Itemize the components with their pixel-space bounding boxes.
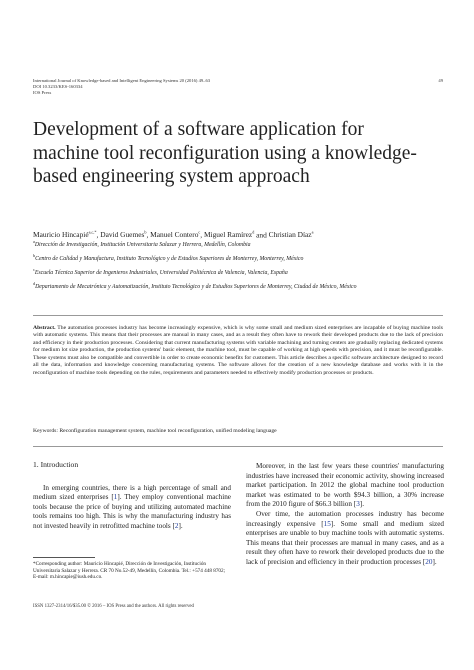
abstract <box>33 325 443 377</box>
author: Christian Díaz$^a$ <box>268 230 314 240</box>
keywords: Keywords: Reconfiguration management system, machine tool reconfiguration, unified modeling language <box>33 428 277 434</box>
page-footer: ISSN 1327-2314/16/$35.00 © 2016 – IOS Press and the authors. All rights reserved <box>33 604 194 609</box>
affiliation: $^c$Escuela Técnica Superior de Ingenieros Industriales, Universidad Politécnica de Valencia, Valencia, España <box>33 267 288 277</box>
citation-link[interactable]: 20 <box>425 557 433 566</box>
left-column <box>33 460 231 532</box>
affiliation: $^d$Departamento de Mecatrónica y Automatización, Instituto Tecnológico y de Estudios Superiores de Monterrey, Ciudad de México, México <box>33 281 357 291</box>
footnote: *Corresponding author: Mauricio Hincapié, Dirección de Investigación, Institución Universitaria Salazar y Herrera. CR 70 No.52-49, Medellín, Colombia. Tel.: +574 448 8702; E-mail: m.hincapie@iush.edu.co. <box>33 561 226 581</box>
right-column <box>246 462 444 568</box>
citation-link[interactable]: 1 <box>113 493 118 502</box>
citation-link[interactable]: 2 <box>174 521 179 530</box>
paragraph: Moreover, in the last few years these countries' manufacturing industries have increased their economic activity, showing increased market participation. In 2012 the global machine tool production market was estimated to be worth $94.3 billion, a 30% increase from the 2010 figure of $66.3 billion [3]. <box>246 462 444 509</box>
author-list: Mauricio Hincapié$^{a,c,*}$, David Guemes$^b$, Manuel Contero$^c$, Miguel Ramírez$^d$ and Christian Díaz$^a$ <box>33 230 314 240</box>
author: Miguel Ramírez$^d$ <box>203 230 255 240</box>
author: David Guemes$^b$ <box>100 230 147 240</box>
abstract-text: The automation processes industry has become increasingly expensive, which is why some small and medium sized enterprises are incapable of buying machine tools with automatic systems. This means that their processes are manual in many cases, and as a result they often have to rework their developed products due to the lack of precision and efficiency in their production processes. Considering that current manufacturing systems with variable machining and turning centers are gradually replacing dedicated systems for medium lot size production, the production systems' basic element, the machine tool, must be capable of working at high speeds with precision, and it must be reconfigurable. These systems must also be compatible and convertible in order to create economic benefits for customers. This article describes a specific software architecture designed to record all the data, information and knowledge concerning manufacturing systems. The software allows for the creation of a new knowledge database and works with it in the reconfiguration of machine tools depending on the rules, requirements and parameters needed to effectively modify production processes or products. <box>33 325 443 376</box>
divider <box>33 315 443 316</box>
abstract-label: Abstract. <box>33 325 56 331</box>
publisher: IOS Press <box>33 90 52 96</box>
affiliation: $^a$Dirección de Investigación, Institución Universitaria Salazar y Herrera, Medellín, Colombia <box>33 239 251 248</box>
paper-title: Development of a software application for machine tool reconfiguration using a knowledge-based engineering system approach <box>33 119 417 187</box>
citation-link[interactable]: 3 <box>356 500 360 509</box>
journal-header <box>33 78 443 97</box>
divider <box>33 446 443 447</box>
journal-line: International Journal of Knowledge-based and Intelligent Engineering Systems 20 (2016) 49–63 <box>33 78 211 83</box>
paragraph: Over time, the automation processes industry has become increasingly expensive [15]. Some small and medium sized enterprises are unable to buy machine tools with automatic systems. This means that their processes are manual in many cases, and as a result they often have to rework their developed products due to the lack of precision and efficiency in their production processes [20]. <box>246 509 444 566</box>
footnote-rule <box>33 557 95 558</box>
citation-link[interactable]: 15 <box>323 519 331 528</box>
doi: DOI 10.3233/KES-160334 <box>33 84 83 90</box>
affiliations <box>33 238 443 295</box>
page-number: 49 <box>438 78 443 83</box>
section-heading: 1. Introduction <box>33 460 79 469</box>
author: Mauricio Hincapié$^{a,c,*}$ <box>33 230 97 240</box>
affiliation: $^b$Centro de Calidad y Manufactura, Instituto Tecnológico y de Estudios Superiores de Monterrey, Monterrey, México <box>33 253 304 263</box>
author: Manuel Contero$^c$ <box>150 230 201 240</box>
paragraph: In emerging countries, there is a high percentage of small and medium sized enterprises [1]. They employ conventional machine tools because the price of buying and utilizing automated machine tools remains too high. This is why the manufacturing industry has not invested heavily in retrofitted machine tools [2]. <box>33 483 231 530</box>
